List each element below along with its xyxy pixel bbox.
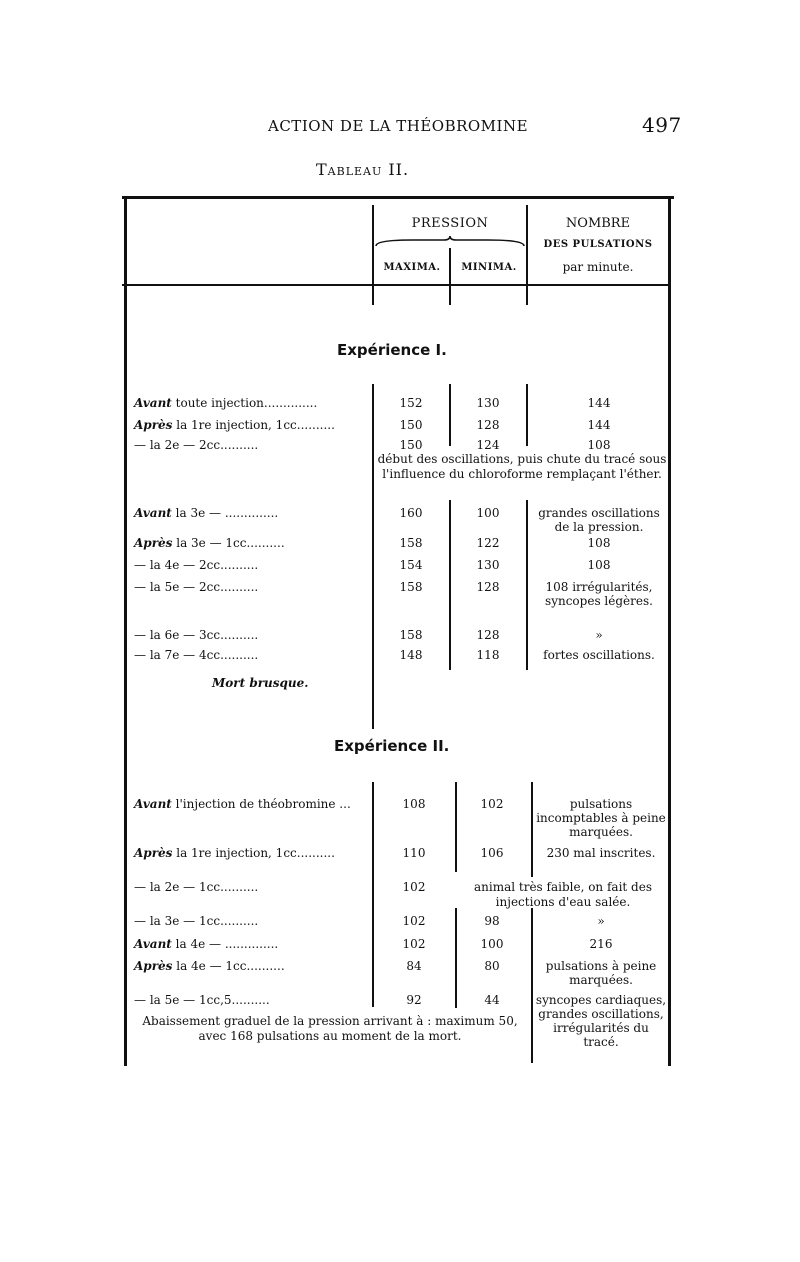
left-rule bbox=[124, 196, 127, 1066]
row-label bbox=[134, 959, 285, 973]
cell-pulsations: » bbox=[595, 628, 603, 642]
col-sep-3b-exp2 bbox=[531, 908, 533, 1063]
cell-maxima: 102 bbox=[402, 914, 426, 928]
cell-pulsations: 108 bbox=[587, 536, 611, 550]
col-sep-1-exp1 bbox=[372, 384, 374, 729]
row-label bbox=[134, 558, 258, 572]
row-label bbox=[134, 937, 278, 951]
col-header-maxima: MAXIMA. bbox=[383, 262, 441, 273]
experience-2-note-2e: animal très faible, on fait des injections d'eau salée. bbox=[473, 880, 652, 909]
col-sep-2-head bbox=[449, 248, 451, 305]
cell-maxima: 154 bbox=[399, 558, 423, 572]
brace-icon bbox=[372, 236, 528, 250]
row-label bbox=[134, 914, 258, 928]
experience-2-note-end: Abaissement graduel de la pression arrivant à : maximum 50, avec 168 pulsations au moment de la mort. bbox=[142, 1014, 518, 1043]
row-label-text: la 3e — .............. bbox=[171, 506, 279, 520]
col-header-pulsations: DES PULSATIONS bbox=[543, 239, 653, 250]
cell-maxima: 102 bbox=[402, 880, 426, 894]
row-label-text: — la 5e — 2cc.......... bbox=[134, 580, 259, 594]
row-label-text: — la 6e — 3cc.......... bbox=[134, 628, 259, 642]
row-label-text: — la 7e — 4cc.......... bbox=[134, 648, 259, 662]
cell-maxima: 102 bbox=[402, 937, 426, 951]
running-header: ACTION DE LA THÉOBROMINE bbox=[268, 117, 529, 135]
cell-maxima: 148 bbox=[399, 648, 423, 662]
col-sep-3-exp1 bbox=[526, 384, 528, 446]
row-label-italic: Après bbox=[134, 418, 173, 432]
col-sep-2b-exp2 bbox=[455, 908, 457, 1008]
row-label-italic: Après bbox=[134, 846, 173, 860]
cell-minima: 124 bbox=[476, 438, 500, 452]
row-label-text: l'injection de théobromine ... bbox=[171, 797, 351, 811]
col-sep-1-exp2 bbox=[372, 782, 374, 1007]
row-label-italic: Avant bbox=[134, 396, 172, 410]
cell-pulsations: 144 bbox=[587, 396, 611, 410]
row-label-text: la 4e — .............. bbox=[171, 937, 279, 951]
cell-pulsations: 108 bbox=[587, 438, 611, 452]
row-label bbox=[134, 880, 258, 894]
row-label-text: — la 2e — 2cc.......... bbox=[134, 438, 259, 452]
row-label bbox=[134, 536, 285, 550]
cell-maxima: 150 bbox=[399, 418, 423, 432]
experience-1-end: Mort brusque. bbox=[212, 676, 309, 690]
header-rule bbox=[122, 284, 668, 286]
cell-maxima: 150 bbox=[399, 438, 423, 452]
row-label bbox=[134, 396, 317, 410]
cell-minima: 44 bbox=[484, 993, 500, 1007]
row-label-italic: Avant bbox=[134, 937, 172, 951]
cell-minima: 106 bbox=[480, 846, 504, 860]
cell-maxima: 158 bbox=[399, 536, 423, 550]
cell-pulsations: grandes oscillations de la pression. bbox=[538, 506, 660, 534]
cell-maxima: 158 bbox=[399, 580, 423, 594]
cell-maxima: 152 bbox=[399, 396, 423, 410]
col-sep-3b-exp1 bbox=[526, 500, 528, 670]
row-label-italic: Avant bbox=[134, 797, 172, 811]
cell-pulsations: pulsations à peine marquées. bbox=[545, 959, 657, 987]
col-header-pression: PRESSION bbox=[411, 216, 489, 231]
cell-minima: 128 bbox=[476, 418, 500, 432]
cell-minima: 118 bbox=[476, 648, 500, 662]
cell-minima: 98 bbox=[484, 914, 500, 928]
col-sep-1-head bbox=[372, 205, 374, 305]
row-label-italic: Après bbox=[134, 959, 173, 973]
row-label bbox=[134, 846, 335, 860]
experience-2-title: Expérience II. bbox=[334, 737, 450, 755]
cell-pulsations: 230 mal inscrites. bbox=[546, 846, 656, 860]
cell-pulsations: » bbox=[597, 914, 605, 928]
row-label bbox=[134, 580, 258, 594]
row-label-italic: Avant bbox=[134, 506, 172, 520]
row-label-text: la 3e — 1cc.......... bbox=[172, 536, 285, 550]
cell-maxima: 84 bbox=[406, 959, 422, 973]
cell-minima: 100 bbox=[480, 937, 504, 951]
row-label bbox=[134, 993, 270, 1007]
col-header-par-minute: par minute. bbox=[562, 260, 634, 274]
top-rule bbox=[122, 196, 674, 199]
cell-minima: 130 bbox=[476, 558, 500, 572]
row-label bbox=[134, 438, 258, 452]
cell-minima: 128 bbox=[476, 628, 500, 642]
cell-maxima: 160 bbox=[399, 506, 423, 520]
row-label-text: la 1re injection, 1cc.......... bbox=[172, 418, 335, 432]
cell-minima: 100 bbox=[476, 506, 500, 520]
experience-1-note: début des oscillations, puis chute du tracé sous l'influence du chloroforme remplaçant l'éther. bbox=[377, 452, 667, 481]
row-label-text: — la 5e — 1cc,5.......... bbox=[134, 993, 270, 1007]
cell-pulsations: 216 bbox=[589, 937, 613, 951]
table-title: Tableau II. bbox=[316, 160, 410, 179]
row-label-text: — la 4e — 2cc.......... bbox=[134, 558, 259, 572]
cell-maxima: 158 bbox=[399, 628, 423, 642]
experience-1-title: Expérience I. bbox=[337, 341, 447, 359]
col-header-minima: MINIMA. bbox=[461, 262, 517, 273]
row-label-text: — la 3e — 1cc.......... bbox=[134, 914, 259, 928]
row-label-italic: Après bbox=[134, 536, 173, 550]
col-header-nombre: NOMBRE bbox=[565, 216, 631, 231]
cell-pulsations: 144 bbox=[587, 418, 611, 432]
col-sep-2b-exp1 bbox=[449, 500, 451, 670]
col-sep-3-exp2 bbox=[531, 782, 533, 877]
row-label bbox=[134, 628, 258, 642]
cell-maxima: 108 bbox=[402, 797, 426, 811]
col-sep-2-exp2 bbox=[455, 782, 457, 872]
cell-maxima: 92 bbox=[406, 993, 422, 1007]
cell-pulsations: syncopes cardiaques, grandes oscillations, irrégularités du tracé. bbox=[535, 993, 667, 1049]
row-label bbox=[134, 506, 278, 520]
cell-maxima: 110 bbox=[402, 846, 426, 860]
cell-pulsations: pulsations incomptables à peine marquées. bbox=[536, 797, 666, 839]
cell-pulsations: fortes oscillations. bbox=[543, 648, 655, 662]
cell-minima: 102 bbox=[480, 797, 504, 811]
page-number: 497 bbox=[642, 113, 682, 137]
row-label-text: toute injection.............. bbox=[171, 396, 318, 410]
col-sep-2-exp1 bbox=[449, 384, 451, 446]
row-label bbox=[134, 648, 258, 662]
cell-pulsations: 108 bbox=[587, 558, 611, 572]
cell-pulsations: 108 irrégularités, syncopes légères. bbox=[545, 580, 653, 608]
cell-minima: 122 bbox=[476, 536, 500, 550]
right-rule bbox=[668, 196, 671, 1066]
row-label-text: la 1re injection, 1cc.......... bbox=[172, 846, 335, 860]
row-label bbox=[134, 418, 335, 432]
cell-minima: 80 bbox=[484, 959, 500, 973]
cell-minima: 130 bbox=[476, 396, 500, 410]
row-label-text: — la 2e — 1cc.......... bbox=[134, 880, 259, 894]
cell-minima: 128 bbox=[476, 580, 500, 594]
row-label bbox=[134, 797, 351, 811]
row-label-text: la 4e — 1cc.......... bbox=[172, 959, 285, 973]
